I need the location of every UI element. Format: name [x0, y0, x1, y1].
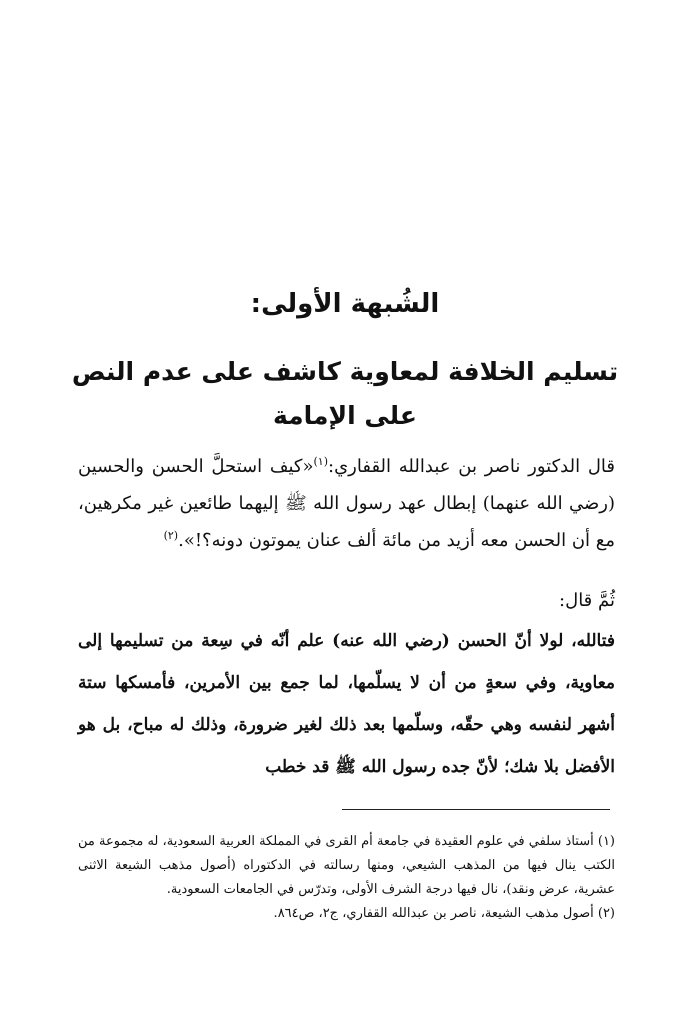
footnote-2: (٢) أصول مذهب الشيعة، ناصر بن عبدالله القفاري، ج٢، ص٨٦٤.: [273, 906, 615, 921]
answer-paragraph: فتالله، لولا أنّ الحسن (رضي الله عنه) علم أنّه في سِعة من تسليمها إلى معاوية، وفي سعةٍ من أن لا يسلّمها، لما جمع بين الأمرين، فأمسكها ستة أشهر لنفسه وهي حقّه، وسلّمها بعد ذلك لغير ضرورة، وذلك له مباح، بل هو الأفضل بلا شك؛ لأنّ جده رسول الله ﷺ قد خطب: [78, 631, 615, 777]
quote-intro: قال الدكتور ناصر بن عبدالله القفاري:: [328, 456, 615, 477]
section-title: الشُبهة الأولى:: [250, 289, 440, 319]
footnote-ref-2: (٢): [163, 529, 179, 542]
footnote-divider: [342, 809, 610, 810]
footnote-1: (١) أستاذ سلفي في علوم العقيدة في جامعة أم القرى في المملكة العربية السعودية، له مجموعة من الكتب ينال فيها من المذهب الشيعي، ومنها رسالته في الدكتوراه (أصول مذهب الشيعة الاثنى عشرية، عرض ونقد)، نال فيها درجة الشرف الأولى، وتدرّس في الجامعات السعودية.: [78, 834, 615, 897]
footnote-ref-1: (١): [313, 455, 329, 468]
footnotes: [78, 830, 615, 926]
section-subtitle: تسليم الخلافة لمعاوية كاشف على عدم النص على الإمامة: [71, 357, 619, 430]
paragraph-quote: قال الدكتور ناصر بن عبدالله القفاري:$^{(١)}$«كيف استحلَّ الحسن والحسين (رضي الله عنهما) إبطال عهد رسول الله ﷺ إليهما طائعين غير مكرهين، مع أن الحسن معه أزيد من مائة ألف عنان يموتون دونه؟!».$^{(٢)}$: [78, 455, 615, 551]
then-said-line: ثُمَّ قال:: [559, 590, 615, 611]
quote-text: «كيف استحلَّ الحسن والحسين (رضي الله عنهما) إبطال عهد رسول الله ﷺ إليهما طائعين غير مكرهين، مع أن الحسن معه أزيد من مائة ألف عنان يموتون دونه؟!»: [78, 456, 615, 551]
